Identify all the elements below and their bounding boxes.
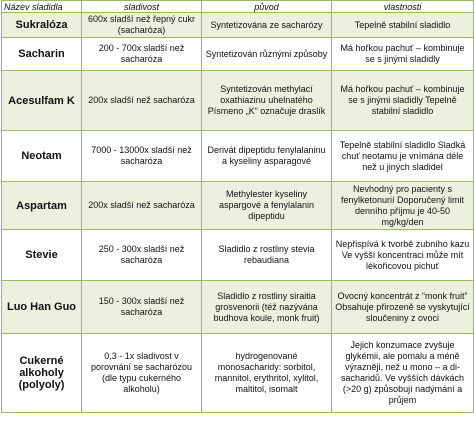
row-sweetness: 200 - 700x sladší než sacharóza [82,38,202,71]
row-origin: Sladidlo z rostliny stevia rebaudiana [202,230,332,281]
row-sweetness: 250 - 300x sladší než sacharóza [82,230,202,281]
row-origin: Syntetizován methylací oxathiazinu uhelnatého Písmeno „K“ označuje draslík [202,71,332,131]
table-row [2,131,474,182]
header-name: Název sladidla [2,1,82,13]
row-properties: Nepřispívá k tvorbě zubního kazu Ve vyšší koncentraci může mít lékořicovou pichuť [332,230,474,281]
table-header-row [2,1,474,13]
row-properties: Má hořkou pachuť – kombinuje se s jinými sladidly Tepelně stabilní sladidlo [332,71,474,131]
row-origin: Syntetizována ze sacharózy [202,13,332,38]
row-name: Acesulfam K [2,71,82,131]
table-row [2,281,474,334]
row-name: Luo Han Guo [2,281,82,334]
row-sweetness: 0,3 - 1x sladivost v porovnání se sacharózou (dle typu cukerného alkoholu) [82,334,202,413]
row-name: Sacharin [2,38,82,71]
table-row [2,334,474,413]
table-row [2,182,474,230]
row-sweetness: 7000 - 13000x sladší než sacharóza [82,131,202,182]
table-row [2,38,474,71]
row-name: Neotam [2,131,82,182]
row-origin: Derivát dipeptidu fenylalaninu a kyseliny asparagové [202,131,332,182]
row-name: Cukerné alkoholy (polyoly) [2,334,82,413]
header-sweetness: sladivost [82,1,202,13]
row-name: Sukralóza [2,13,82,38]
row-sweetness: 200x sladší než sacharóza [82,71,202,131]
row-origin: Syntetizován různými způsoby [202,38,332,71]
row-properties: Má hořkou pachuť – kombinuje se s jinými sladidly [332,38,474,71]
row-properties: Tepelně stabilní sladidlo Sladká chuť neotamu je vnímána déle než u jiných sladidel [332,131,474,182]
row-properties: Ovocný koncentrát z “monk fruit” Obsahuje přirozeně se vyskytující sloučeniny z ovoci [332,281,474,334]
row-name: Aspartam [2,182,82,230]
sweeteners-table [1,0,474,413]
row-sweetness: 600x sladší než řepný cukr (sacharóza) [82,13,202,38]
header-properties: vlastnosti [332,1,474,13]
row-origin: hydrogenované monosacharidy: sorbitol, mannitol, erythritol, xylitol, maltitol, isomalt [202,334,332,413]
row-sweetness: 150 - 300x sladší než sacharóza [82,281,202,334]
row-properties: Jejich konzumace zvyšuje glykémii, ale pomalu a méně výrazněji, než u mono – a di-sacharidů. Ve vyšších dávkách (>20 g) způsobují nadýmání a průjem [332,334,474,413]
header-origin: původ [202,1,332,13]
table-row [2,71,474,131]
row-origin: Sladidlo z rostliny siraitia grosvenorii (též nazývána budhova koule, monk fruit) [202,281,332,334]
table-row [2,230,474,281]
row-name: Stevie [2,230,82,281]
row-sweetness: 200x sladší než sacharóza [82,182,202,230]
row-properties: Nevhodný pro pacienty s fenylketonurií Doporučený limit denního příjmu je 40-50 mg/kg/den [332,182,474,230]
row-properties: Tepelně stabilní sladidlo [332,13,474,38]
table-row [2,13,474,38]
row-origin: Methylester kyseliny aspargové a fenylalanin dipeptidu [202,182,332,230]
